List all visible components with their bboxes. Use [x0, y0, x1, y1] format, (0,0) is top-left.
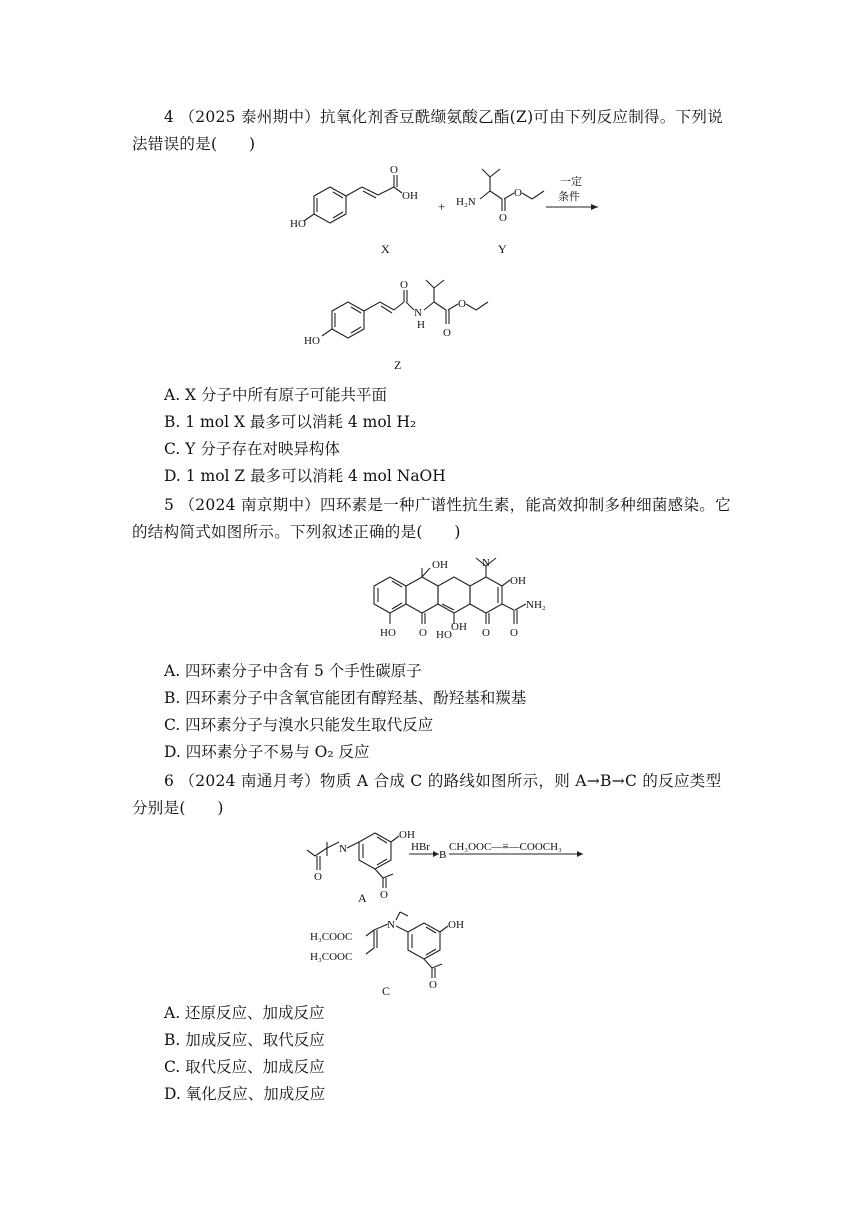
- z-n-atom: N: [414, 307, 422, 319]
- a-amide-o: O: [314, 871, 322, 883]
- label-x: X: [381, 242, 390, 256]
- q5-o-right: O: [482, 627, 490, 639]
- condition-top: 一定: [560, 176, 582, 188]
- q6-option-b[interactable]: B. 加成反应、取代反应: [164, 1031, 325, 1049]
- z-ho-atom: HO: [304, 335, 320, 347]
- q6-option-d[interactable]: D. 氧化反应、加成反应: [164, 1085, 326, 1103]
- a-ketone-o: O: [380, 889, 388, 901]
- label-c: C: [382, 984, 391, 998]
- c-ester-bottom: H₃COOC: [310, 951, 353, 963]
- q6-option-a[interactable]: A. 还原反应、加成反应: [164, 1004, 325, 1022]
- x-benzene-ring: [314, 187, 346, 223]
- q5-nh2-atom: NH₂: [526, 599, 546, 611]
- c-n-atom: N: [387, 919, 395, 931]
- a-n-atom: N: [339, 843, 347, 855]
- q5-oh-right: OH: [510, 575, 526, 587]
- c-oh-atom: OH: [448, 919, 464, 931]
- q5-stem: 5 （2024 南京期中）四环素是一种广谱性抗生素，能高效抑制多种细菌感染。它的结构简式如图所示。下列叙述正确的是( ): [132, 496, 731, 541]
- c-ketone-o: O: [429, 979, 437, 991]
- y-ester-o-atom: O: [514, 187, 522, 199]
- reagent-hbr: HBr: [411, 841, 430, 853]
- q5-ho-left: HO: [380, 627, 396, 639]
- x-oh-atom: OH: [402, 190, 418, 202]
- q5-option-d[interactable]: D. 四环素分子不易与 O₂ 反应: [164, 743, 370, 761]
- q5-o-mid: O: [419, 627, 427, 639]
- q4-option-d[interactable]: D. 1 mol Z 最多可以消耗 4 mol NaOH: [164, 467, 446, 485]
- q6-option-c[interactable]: C. 取代反应、加成反应: [164, 1058, 325, 1076]
- label-y: Y: [498, 242, 507, 256]
- z-o-atom: O: [400, 279, 408, 291]
- x-ho-atom: HO: [290, 218, 306, 230]
- q4-stem: 4 （2025 泰州期中）抗氧化剂香豆酰缬氨酸乙酯(Z)可由下列反应制得。下列说法错误的是( ): [132, 108, 724, 153]
- z-h-atom: H: [417, 319, 425, 331]
- q4-option-a[interactable]: A. X 分子中所有原子可能共平面: [164, 386, 388, 404]
- label-a: A: [358, 891, 367, 905]
- intermediate-b: B: [439, 849, 447, 861]
- q6-product-c: [310, 912, 470, 991]
- a-oh-atom: OH: [399, 829, 415, 841]
- q5-ho-mid: HO: [436, 629, 452, 641]
- z-o2-atom: O: [443, 327, 451, 339]
- label-z: Z: [394, 358, 402, 372]
- c-ester-top: H₃COOC: [310, 931, 353, 943]
- q5-amide-o: O: [510, 627, 518, 639]
- plus-sign: +: [438, 199, 446, 214]
- q5-option-b[interactable]: B. 四环素分子中含氧官能团有醇羟基、酚羟基和羰基: [164, 689, 527, 707]
- q4-product-z: [300, 280, 500, 350]
- q5-oh-top: OH: [432, 559, 448, 571]
- q5-tetracycline-structure: [350, 550, 550, 650]
- q6-stem: 6 （2024 南通月考）物质 A 合成 C 的路线如图所示，则 A→B→C 的反应类型分别是( ): [132, 772, 722, 817]
- y-h2n-atom: H₂N: [456, 196, 476, 208]
- q4-option-c[interactable]: C. Y 分子存在对映异构体: [164, 440, 340, 458]
- q4-option-b[interactable]: B. 1 mol X 最多可以消耗 4 mol H₂: [164, 413, 417, 431]
- q6-reaction-scheme: [305, 828, 595, 908]
- q5-option-c[interactable]: C. 四环素分子与溴水只能发生取代反应: [164, 716, 434, 734]
- y-o-atom: O: [499, 212, 507, 224]
- q4-reaction-scheme: [290, 165, 600, 265]
- q5-oh-mid: OH: [451, 621, 467, 633]
- condition-bottom: 条件: [558, 191, 580, 203]
- z-o3-atom: O: [458, 298, 466, 310]
- reagent-dmad: CH₃OOC—≡—COOCH₃: [449, 841, 562, 853]
- x-o-atom: O: [390, 164, 398, 176]
- q5-option-a[interactable]: A. 四环素分子中含有 5 个手性碳原子: [164, 662, 422, 680]
- q5-n-atom: N: [482, 557, 490, 569]
